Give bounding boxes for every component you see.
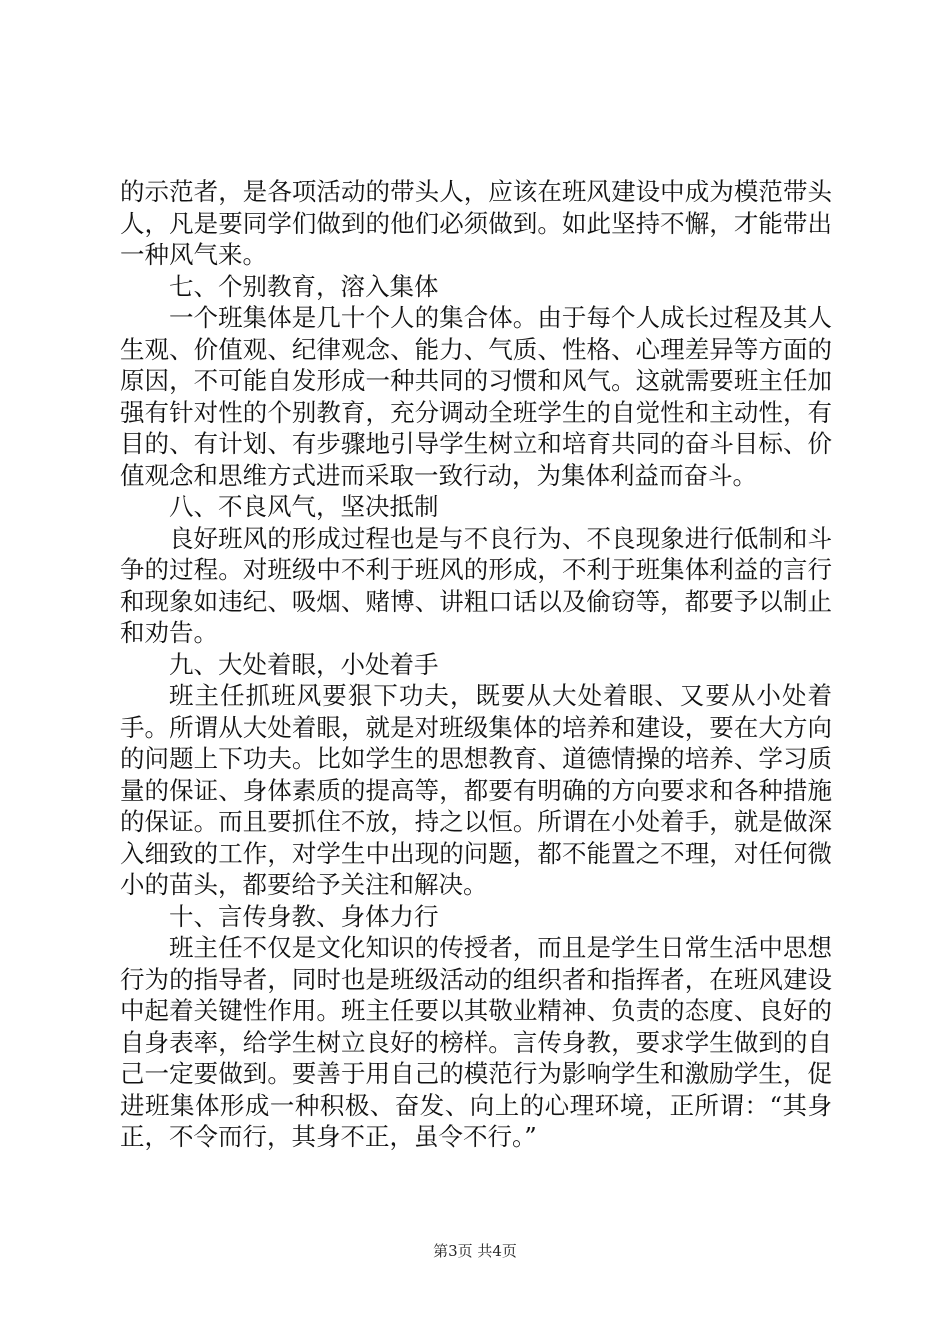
section-heading-8: 八、不良风气，坚决抵制 — [169, 492, 439, 521]
section-heading-7: 七、个别教育，溶入集体 — [169, 271, 439, 301]
paragraph-individual-education: 一个班集体是几十个人的集合体。由于每个人成长过程及其人生观、价值观、纪律观念、能力、气质、性格、心理差异等方面的原因，不可能自发形成一种共同的习惯和风气。这就需要班主任加强有针对性的个别教育，充分调动全班学生的自觉性和主动性，有目的、有计划、有步骤地引导学生树立和培育共同的奋斗目标、价值观念和思维方式进而采取一致行动，为集体利益而奋斗。 — [120, 303, 832, 490]
section-heading-9: 九、大处着眼，小处着手 — [169, 649, 439, 679]
paragraph-lead-by-example: 班主任不仅是文化知识的传授者，而且是学生日常生活中思想行为的指导者，同时也是班级活动的组织者和指挥者，在班风建设中起着关键性作用。班主任要以其敬业精神、负责的态度、良好的自身表率，给学生树立良好的榜样。言传身教，要求学生做到的自己一定要做到。要善于用自己的模范行为影响学生和激励学生，促进班集体形成一种积极、奋发、向上的心理环境，正所谓：“其身正，不令而行，其身不正，虽令不行。” — [120, 933, 832, 1151]
paragraph-resist-bad-habits: 良好班风的形成过程也是与不良行为、不良现象进行低制和斗争的过程。对班级中不利于班风的形成，不利于班集体利益的言行和现象如违纪、吸烟、赌博、讲粗口话以及偷窃等，都要予以制止和劝告。 — [120, 523, 832, 647]
document-body — [120, 176, 832, 1153]
paragraph-big-and-small: 班主任抓班风要狠下功夫，既要从大处着眼、又要从小处着手。所谓从大处着眼，就是对班级集体的培养和建设，要在大方向的问题上下功夫。比如学生的思想教育、道德情操的培养、学习质量的保证、身体素质的提高等，都要有明确的方向要求和各种措施的保证。而且要抓住不放，持之以恒。所谓在小处着手，就是做深入细致的工作，对学生中出现的问题，都不能置之不理，对任何微小的苗头，都要给予关注和解决。 — [120, 681, 832, 899]
page-number-footer: 第3页 共4页 — [433, 1242, 517, 1260]
section-heading-10: 十、言传身教、身体力行 — [169, 901, 439, 931]
paragraph-continued: 的示范者，是各项活动的带头人，应该在班风建设中成为模范带头人，凡是要同学们做到的他们必须做到。如此坚持不懈，才能带出一种风气来。 — [120, 177, 832, 269]
